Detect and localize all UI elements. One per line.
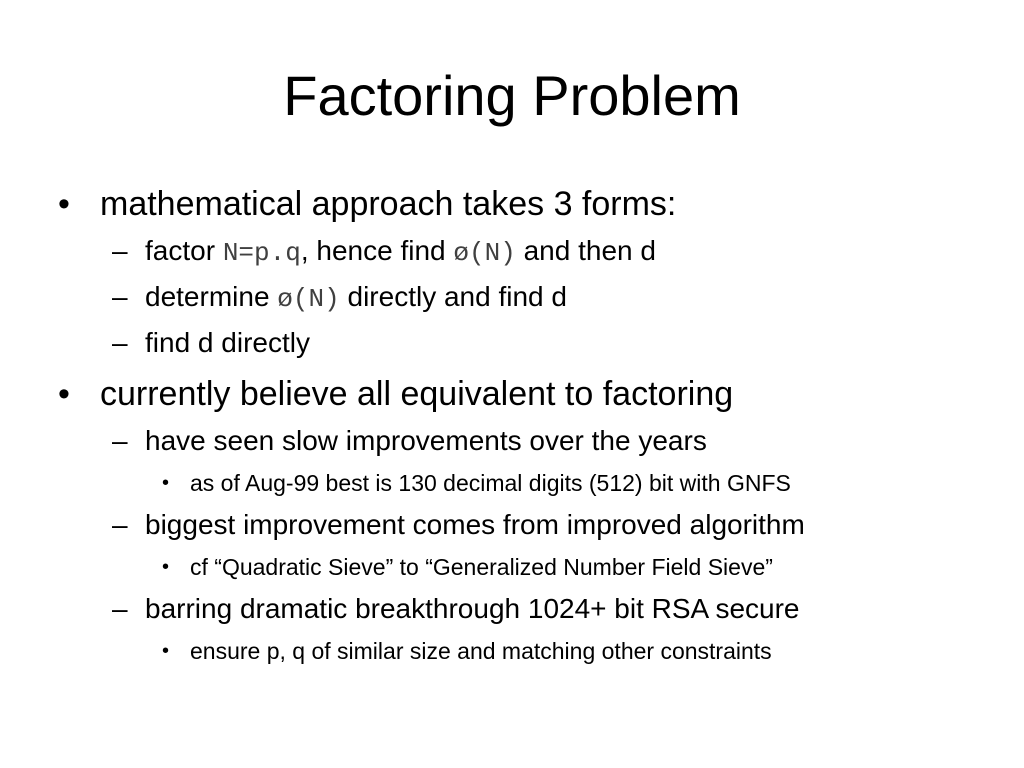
bullet-dash: – xyxy=(112,425,128,456)
bullet-level3 xyxy=(0,548,1024,586)
bullet-dash: – xyxy=(112,281,128,312)
bullet-text-part: , hence find xyxy=(300,235,454,266)
formula-phi-n: ø(N) xyxy=(453,238,516,268)
formula-n-equals-pq: N=p.q xyxy=(222,238,301,268)
bullet-text: barring dramatic breakthrough 1024+ bit RSA secure xyxy=(145,593,800,624)
bullet-text: biggest improvement comes from improved algorithm xyxy=(145,509,805,540)
bullet-level1 xyxy=(0,180,1024,228)
bullet-dash: – xyxy=(112,235,128,266)
bullet-text: cf “Quadratic Sieve” to “Generalized Number Field Sieve” xyxy=(190,554,773,580)
bullet-dash: – xyxy=(112,593,128,624)
bullet-text-part: and then d xyxy=(515,235,656,266)
bullet-level2 xyxy=(0,228,1024,274)
bullet-level2 xyxy=(0,274,1024,320)
bullet-level2 xyxy=(0,502,1024,548)
bullet-dot: • xyxy=(162,472,170,494)
bullet-dot: • xyxy=(58,185,70,223)
bullet-level2 xyxy=(0,418,1024,464)
bullet-level3 xyxy=(0,464,1024,502)
bullet-dot: • xyxy=(162,556,170,578)
bullet-text-part: determine xyxy=(145,281,278,312)
bullet-dot: • xyxy=(58,375,70,413)
bullet-text: find d directly xyxy=(145,327,310,358)
bullet-text: currently believe all equivalent to factoring xyxy=(100,375,734,413)
bullet-dash: – xyxy=(112,509,128,540)
bullet-level1 xyxy=(0,370,1024,418)
bullet-text: have seen slow improvements over the years xyxy=(145,425,707,456)
formula-phi-n: ø(N) xyxy=(277,284,340,314)
bullet-text-part: directly and find d xyxy=(339,281,567,312)
bullet-dot: • xyxy=(162,640,170,662)
slide-title: Factoring Problem xyxy=(283,64,741,127)
bullet-text: ensure p, q of similar size and matching other constraints xyxy=(190,638,772,664)
bullet-level2 xyxy=(0,586,1024,632)
bullet-dash: – xyxy=(112,327,128,358)
bullet-text-part: factor xyxy=(145,235,223,266)
bullet-text: mathematical approach takes 3 forms: xyxy=(100,185,677,223)
bullet-level3 xyxy=(0,632,1024,670)
bullet-text: as of Aug-99 best is 130 decimal digits (512) bit with GNFS xyxy=(190,470,791,496)
bullet-level2 xyxy=(0,320,1024,366)
slide-body xyxy=(0,180,1024,670)
